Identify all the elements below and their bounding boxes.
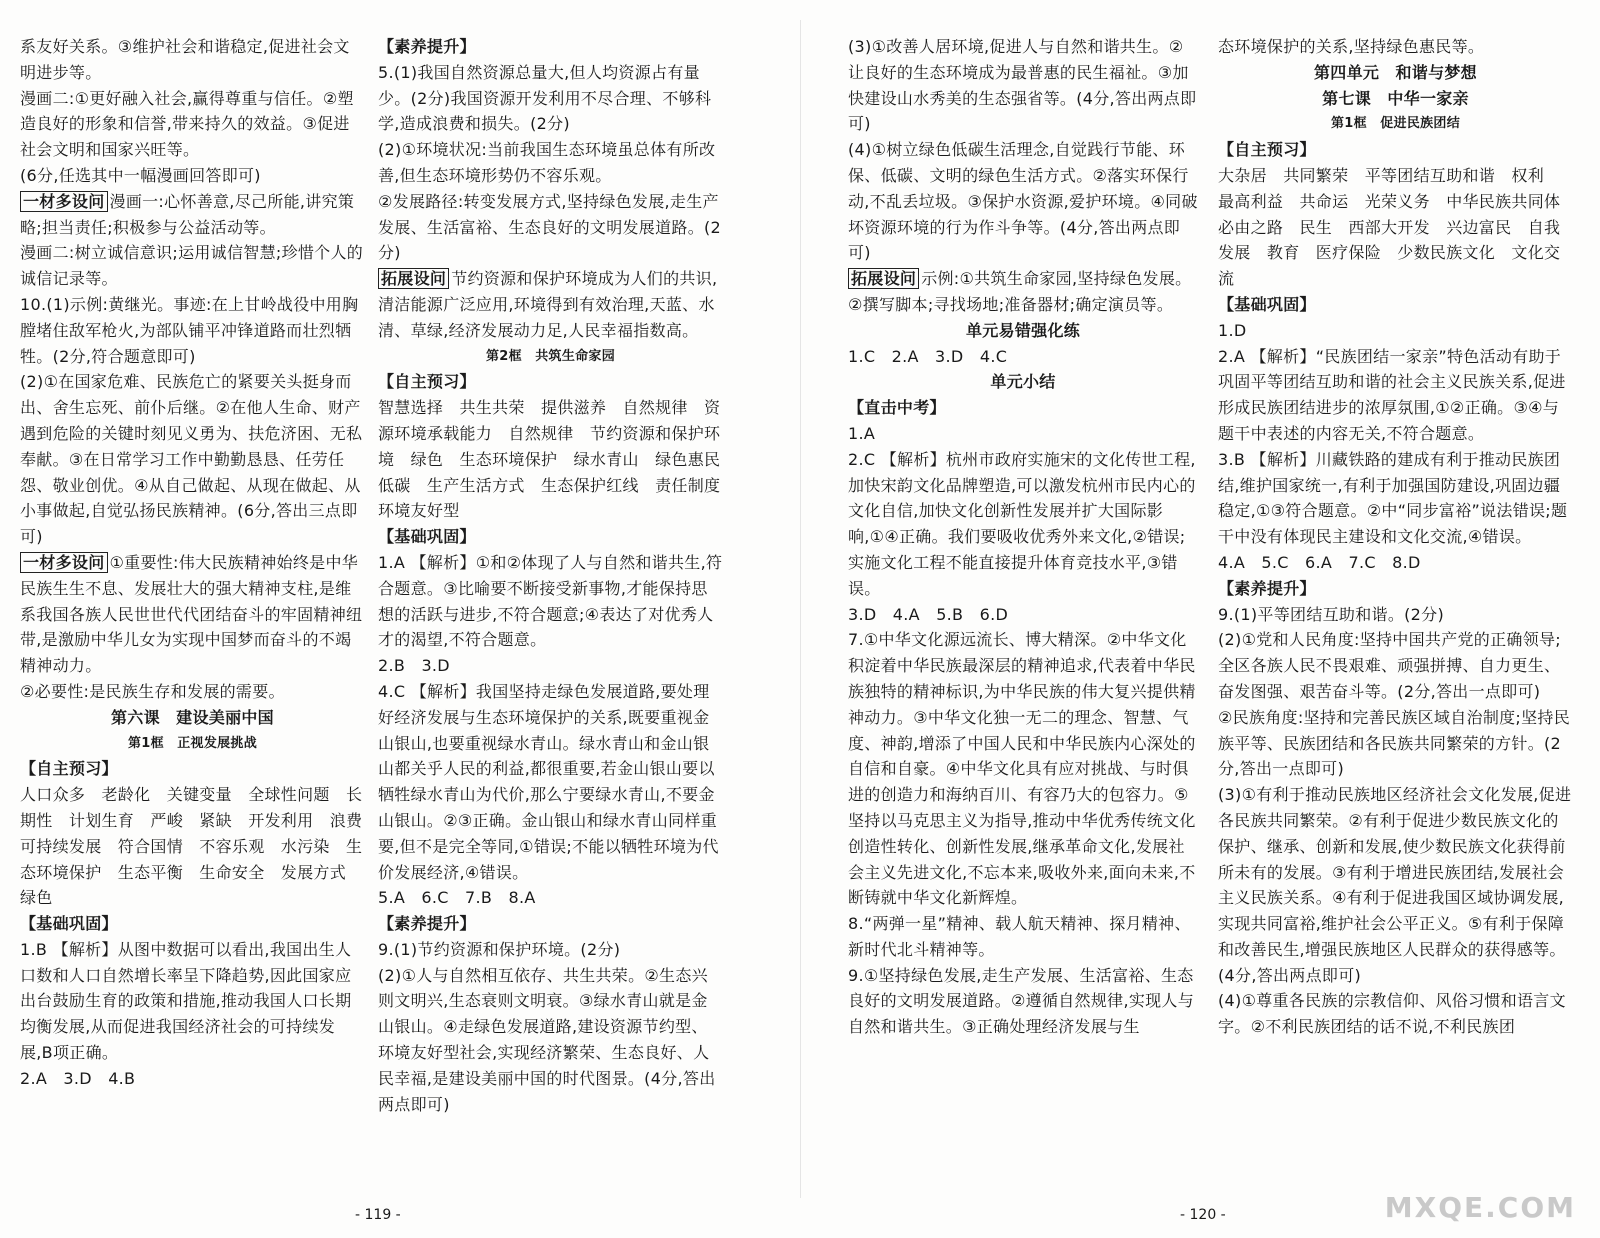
answer-paragraph: 1.B 【解析】从图中数据可以看出,我国出生人口数和人口自然增长率呈下降趋势,因此国家应出台鼓励生育的政策和措施,推动我国人口长期均衡发展,从而促进我国经济社会的可持续发展,B项正确。 xyxy=(20,939,352,1063)
extended-question-paragraph xyxy=(848,266,1198,318)
page-gutter xyxy=(800,20,801,1198)
column-4 xyxy=(1218,34,1577,1040)
answer-paragraph: 2.B 3.D xyxy=(378,656,450,676)
answer-paragraph: (3)①有利于推动民族地区经济社会文化发展,促进各民族共同繁荣。②有利于促进少数民族文化的保护、继承、创新和发展,使少数民族文化获得前所未有的发展。③有利于增进民族团结,发展社会主义民族关系。④有利于促进我国区域协调发展,实现共同富裕,维护社会公平正义。⑤有利于保障和改善民生,增强民族地区人民群众的获得感等。(4分,答出两点即可) xyxy=(1218,785,1572,985)
answer-paragraph: 9.(1)平等团结互助和谐。(2分) xyxy=(1218,604,1444,624)
answer-paragraph: 2.A 【解析】“民族团结一家亲”特色活动有助于巩固平等团结互助和谐的社会主义民族关系,促进形成民族团结进步的浓厚氛围,①②正确。③④与题干中表述的内容无关,不符合题意。 xyxy=(1218,346,1566,443)
answer-paragraph: 1.A xyxy=(848,423,876,443)
question-tag-box: 一材多设问 xyxy=(20,191,108,212)
answer-paragraph: 1.D xyxy=(1218,320,1247,340)
answer-paragraph: ②发展路径:转变发展方式,坚持绿色发展,走生产发展、生活富裕、生态良好的文明发展道路。(2分) xyxy=(378,191,722,263)
answer-paragraph: (2)①党和人民角度:坚持中国共产党的正确领导;全区各族人民不畏艰难、顽强拼搏、自力更生、奋发图强、艰苦奋斗等。(2分,答出一点即可) xyxy=(1218,630,1561,701)
question-tag-box: 拓展设问 xyxy=(378,268,449,289)
answer-paragraph: 3.D 4.A 5.B 6.D xyxy=(848,604,1009,624)
section-label: 【自主预习】 xyxy=(378,372,476,392)
extended-question-paragraph xyxy=(20,550,365,679)
column-1 xyxy=(20,34,379,1092)
answer-paragraph: 智慧选择 共生共荣 提供滋养 自然规律 资源环境承载能力 自然规律 节约资源和保护环境 绿色 生态环境保护 绿水青山 绿色惠民 低碳 生产生活方式 生态保护红线 责任制度 环境友好型 xyxy=(378,398,737,521)
answer-text: ①重要性:伟大民族精神始终是中华民族生生不息、发展壮大的强大精神支柱,是维系我国各族人民世世代代团结奋斗的牢固精神纽带,是激励中华儿女为实现中国梦而奋斗的不竭精神动力。 xyxy=(20,552,363,676)
answer-paragraph: 5.A 6.C 7.B 8.A xyxy=(378,888,536,908)
section-label: 【基础巩固】 xyxy=(20,914,118,934)
answer-paragraph: 人口众多 老龄化 关键变量 全球性问题 长期性 计划生育 严峻 紧缺 开发利用 浪费 可持续发展 符合国情 不容乐观 水污染 生态环境保护 生态平衡 生命安全 发展方式 绿色 xyxy=(20,785,379,908)
answer-paragraph: 8.“两弹一星”精神、载人航天精神、探月精神、新时代北斗精神等。 xyxy=(848,914,1191,959)
section-subheading: 第1框 正视发展挑战 xyxy=(127,735,258,751)
section-label: 【直击中考】 xyxy=(848,398,946,418)
answer-text: 节约资源和保护环境成为人们的共识,清洁能源广泛应用,环境得到有效治理,天蓝、水清、草绿,经济发展动力足,人民幸福指数高。 xyxy=(378,269,718,340)
lesson-heading: 单元易错强化练 xyxy=(965,320,1081,340)
answer-paragraph: 大杂居 共同繁荣 平等团结互助和谐 权利 最高利益 共命运 光荣义务 中华民族共同体 必由之路 民生 西部大开发 兴边富民 自我发展 教育 医疗保险 少数民族文化 文化交流 xyxy=(1218,165,1577,289)
answer-paragraph: 漫画二:①更好融入社会,赢得尊重与信任。②塑造良好的形象和信誉,带来持久的效益。③促进社会文明和国家兴旺等。 xyxy=(20,88,354,160)
answer-paragraph: 9.①坚持绿色发展,走生产发展、生活富裕、生态良好的文明发展道路。②遵循自然规律,实现人与自然和谐共生。③正确处理经济发展与生 xyxy=(848,965,1195,1037)
lesson-heading: 第四单元 和谐与梦想 xyxy=(1313,62,1477,82)
question-tag-box: 一材多设问 xyxy=(20,552,108,573)
answer-paragraph: 态环境保护的关系,坚持绿色惠民等。 xyxy=(1218,37,1485,56)
page-number-left: - 119 - xyxy=(355,1207,401,1223)
answer-paragraph: 3.B 【解析】川藏铁路的建成有利于推动民族团结,维护国家统一,有利于加强国防建设,巩固边疆稳定,①③符合题意。②中“同步富裕”说法错误;题干中没有体现民主建设和文化交流,④错误。 xyxy=(1218,449,1568,547)
answer-paragraph: 9.(1)节约资源和保护环境。(2分) xyxy=(378,939,621,959)
section-label: 【素养提升】 xyxy=(378,914,476,934)
answer-paragraph: 7.①中华文化源远流长、博大精深。②中华文化积淀着中华民族最深层的精神追求,代表着中华民族独特的精神标识,为中华民族的伟大复兴提供精神动力。③中华文化独一无二的理念、智慧、气度、神韵,增添了中国人民和中华民族内心深处的自信和自豪。④中华文化具有应对挑战、与时俱进的创造力和海纳百川、有容乃大的包容力。⑤坚持以马克思主义为指导,推动中华优秀传统文化创造性转化、创新性发展,继承革命文化,发展社会主义先进文化,不忘本来,吸收外来,面向未来,不断铸就中华文化新辉煌。 xyxy=(848,630,1196,908)
lesson-heading: 单元小结 xyxy=(990,372,1056,392)
answer-paragraph: 1.A 【解析】①和②体现了人与自然和谐共生,符合题意。③比喻要不断接受新事物,才能保持思想的活跃与进步,不符合题意;④表达了对优秀人才的渴望,不符合题意。 xyxy=(378,552,723,650)
answer-paragraph: (6分,任选其中一幅漫画回答即可) xyxy=(20,165,261,185)
answer-paragraph: (2)①人与自然相互依存、共生共荣。②生态兴则文明兴,生态衰则文明衰。③绿水青山就是金山银山。④走绿色发展道路,建设资源节约型、环境友好型社会,实现经济繁荣、生态良好、人民幸福,是建设美丽中国的时代图景。(4分,答出两点即可) xyxy=(378,965,716,1114)
section-label: 【基础巩固】 xyxy=(378,527,476,547)
answer-paragraph: (3)①改善人居环境,促进人与自然和谐共生。②让良好的生态环境成为最普惠的民生福祉。③加快建设山水秀美的生态强省等。(4分,答出两点即可) xyxy=(848,37,1197,134)
extended-question-paragraph xyxy=(20,189,365,241)
answer-paragraph: 系友好关系。③维护社会和谐稳定,促进社会文明进步等。 xyxy=(20,37,350,82)
answer-paragraph: (2)①环境状况:当前我国生态环境虽总体有所改善,但生态环境形势仍不容乐观。 xyxy=(378,140,716,185)
answer-paragraph: 5.(1)我国自然资源总量大,但人均资源占有量少。(2分)我国资源开发利用不尽合理、不够科学,造成浪费和损失。(2分) xyxy=(378,62,712,134)
answer-paragraph: 1.C 2.A 3.D 4.C xyxy=(848,346,1008,366)
answer-paragraph: (4)①尊重各民族的宗教信仰、风俗习惯和语言文字。②不利民族团结的话不说,不利民族团 xyxy=(1218,991,1566,1037)
watermark: MXQE.COM xyxy=(1384,1191,1576,1224)
answer-paragraph: ②民族角度:坚持和完善民族区域自治制度;坚持民族平等、民族团结和各民族共同繁荣的方针。(2分,答出一点即可) xyxy=(1218,707,1571,779)
extended-question-paragraph xyxy=(378,266,723,343)
answer-paragraph: (2)①在国家危难、民族危亡的紧要关头挺身而出、舍生忘死、前仆后继。②在他人生命、财产遇到危险的关键时刻见义勇为、扶危济困、无私奉献。③在日常学习工作中勤勤恳恳、任劳任怨、敬业创优。④从自己做起、从现在做起、从小事做起,自觉弘扬民族精神。(6分,答出三点即可) xyxy=(20,372,363,547)
section-label: 【素养提升】 xyxy=(1218,578,1316,598)
answer-paragraph: 4.A 5.C 6.A 7.C 8.D xyxy=(1218,552,1421,572)
section-label: 【自主预习】 xyxy=(20,759,118,779)
column-3 xyxy=(848,34,1198,1040)
section-label: 【自主预习】 xyxy=(1218,140,1316,160)
answer-text: 漫画一:心怀善意,尽己所能,讲究策略;担当责任;积极参与公益活动等。 xyxy=(20,191,355,237)
answer-text: 示例:①共筑生命家园,坚持绿色发展。②撰写脚本;寻找场地;准备器材;确定演员等。 xyxy=(848,269,1192,314)
column-2 xyxy=(378,34,737,1117)
section-label: 【基础巩固】 xyxy=(1218,294,1316,314)
lesson-heading: 第六课 建设美丽中国 xyxy=(110,707,274,727)
page-number-right: - 120 - xyxy=(1180,1207,1226,1223)
answer-paragraph: 漫画二:树立诚信意识;运用诚信智慧;珍惜个人的诚信记录等。 xyxy=(20,243,364,289)
answer-paragraph: 2.C 【解析】杭州市政府实施宋的文化传世工程,加快宋韵文化品牌塑造,可以激发杭州市民内心的文化自信,加快文化创新性发展并扩大国际影响,①④正确。我们要吸收优秀外来文化,②错误;实施文化工程不能直接提升体育竞技水平,③错误。 xyxy=(848,449,1196,598)
answer-paragraph: 10.(1)示例:黄继光。事迹:在上甘岭战役中用胸膛堵住敌军枪火,为部队铺平冲锋道路而壮烈牺牲。(2分,符合题意即可) xyxy=(20,294,359,366)
section-subheading: 第1框 促进民族团结 xyxy=(1330,116,1461,132)
lesson-heading: 第七课 中华一家亲 xyxy=(1322,88,1469,108)
section-label: 【素养提升】 xyxy=(378,37,476,56)
answer-paragraph: ②必要性:是民族生存和发展的需要。 xyxy=(20,681,285,701)
answer-paragraph: 2.A 3.D 4.B xyxy=(20,1068,136,1088)
question-tag-box: 拓展设问 xyxy=(848,268,919,289)
section-subheading: 第2框 共筑生命家园 xyxy=(485,348,616,364)
answer-paragraph: 4.C 【解析】我国坚持走绿色发展道路,要处理好经济发展与生态环境保护的关系,既要重视金山银山,也要重视绿水青山。绿水青山和金山银山都关乎人民的利益,都很重要,若金山银山要以牺牲绿水青山为代价,那么宁要绿水青山,不要金山银山。②③正确。金山银山和绿水青山同样重要,但不是完全等同,①错误;不能以牺牲环境为代价发展经济,④错误。 xyxy=(378,681,719,882)
answer-paragraph: (4)①树立绿色低碳生活理念,自觉践行节能、环保、低碳、文明的绿色生活方式。②落实环保行动,不乱丢垃圾。③保护水资源,爱护环境。④同破坏资源环境的行为作斗争等。(4分,答出两点即可) xyxy=(848,140,1198,263)
